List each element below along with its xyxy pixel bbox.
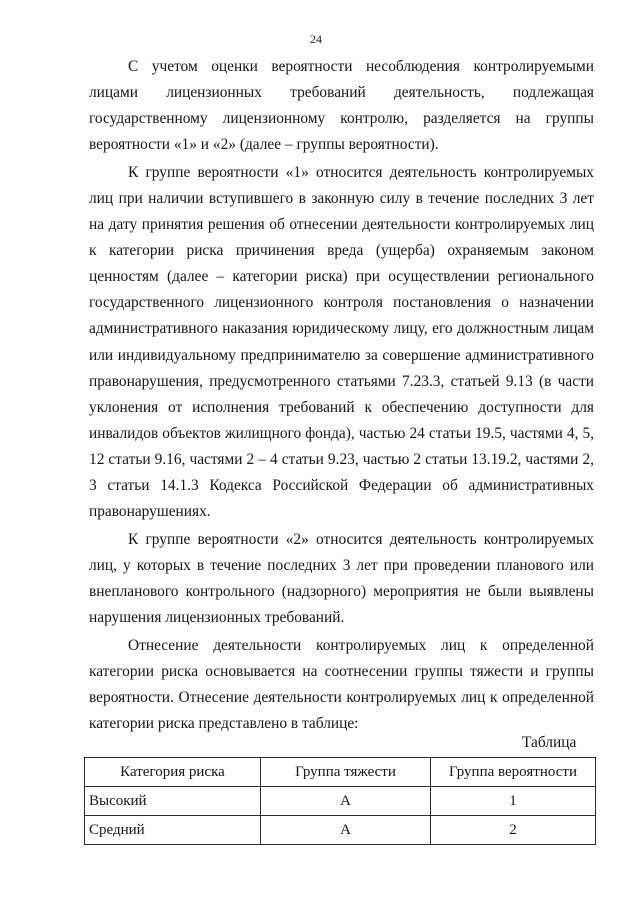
paragraph-risk-assignment: Отнесение деятельности контролируемых лиц к определенной категории риска основывается на соотнесении группы тяжести и группы вероятности. Отнесение деятельности контролируемых лиц к определенной категории риска представлено в таблице: (89, 637, 594, 733)
risk-category-table (84, 757, 596, 845)
table-row (85, 816, 596, 845)
table-row (85, 787, 596, 816)
paragraph-group-2: К группе вероятности «2» относится деятельность контролируемых лиц, у которых в течение последних 3 лет при проведении планового или внепланового контрольного (надзорного) мероприятия не были выявлены нарушения лицензионных требований. (89, 530, 594, 626)
column-header-severity-group: Группа тяжести (261, 758, 431, 787)
table-cell-probability-group: 2 (431, 816, 596, 845)
table-header-row (85, 758, 596, 787)
table-cell-risk-category: Высокий (85, 787, 261, 816)
paragraph-group-1: К группе вероятности «1» относится деятельность контролируемых лиц при наличии вступившего в законную силу в течение последних 3 лет на дату принятия решения об отнесении деятельности контролируемых лиц к категории риска причинения вреда (ущерба) охраняемым законом ценностям (далее – категории риска) при осуществлении регионального государственного лицензионного контроля постановления о назначении административного наказания юридическому лицу, его должностным лицам или индивидуальному предпринимателю за совершение административного правонарушения, предусмотренного статьями 7.23.3, статьей 9.13 (в части уклонения от исполнения требований к обеспечению доступности для инвалидов объектов жилищного фонда), частью 24 статьи 19.5, частями 4, 5, 12 статьи 9.16, частями 2 – 4 статьи 9.23, частью 2 статьи 13.19.2, частями 2, 3 статьи 14.1.3 Кодекса Российской Федерации об административных правонарушениях. (89, 164, 594, 520)
table-caption: Таблица (522, 734, 577, 751)
table-cell-severity-group: А (261, 816, 431, 845)
table-cell-probability-group: 1 (431, 787, 596, 816)
document-body (89, 54, 594, 739)
paragraph-probability-groups: С учетом оценки вероятности несоблюдения контролируемыми лицами лицензионных требований деятельность, подлежащая государственному лицензионному контролю, разделяется на группы вероятности «1» и «2» (далее – группы вероятности). (89, 58, 594, 154)
column-header-risk-category: Категория риска (85, 758, 261, 787)
column-header-probability-group: Группа вероятности (431, 758, 596, 787)
table-cell-risk-category: Средний (85, 816, 261, 845)
table-cell-severity-group: А (261, 787, 431, 816)
page-number: 24 (310, 32, 322, 46)
